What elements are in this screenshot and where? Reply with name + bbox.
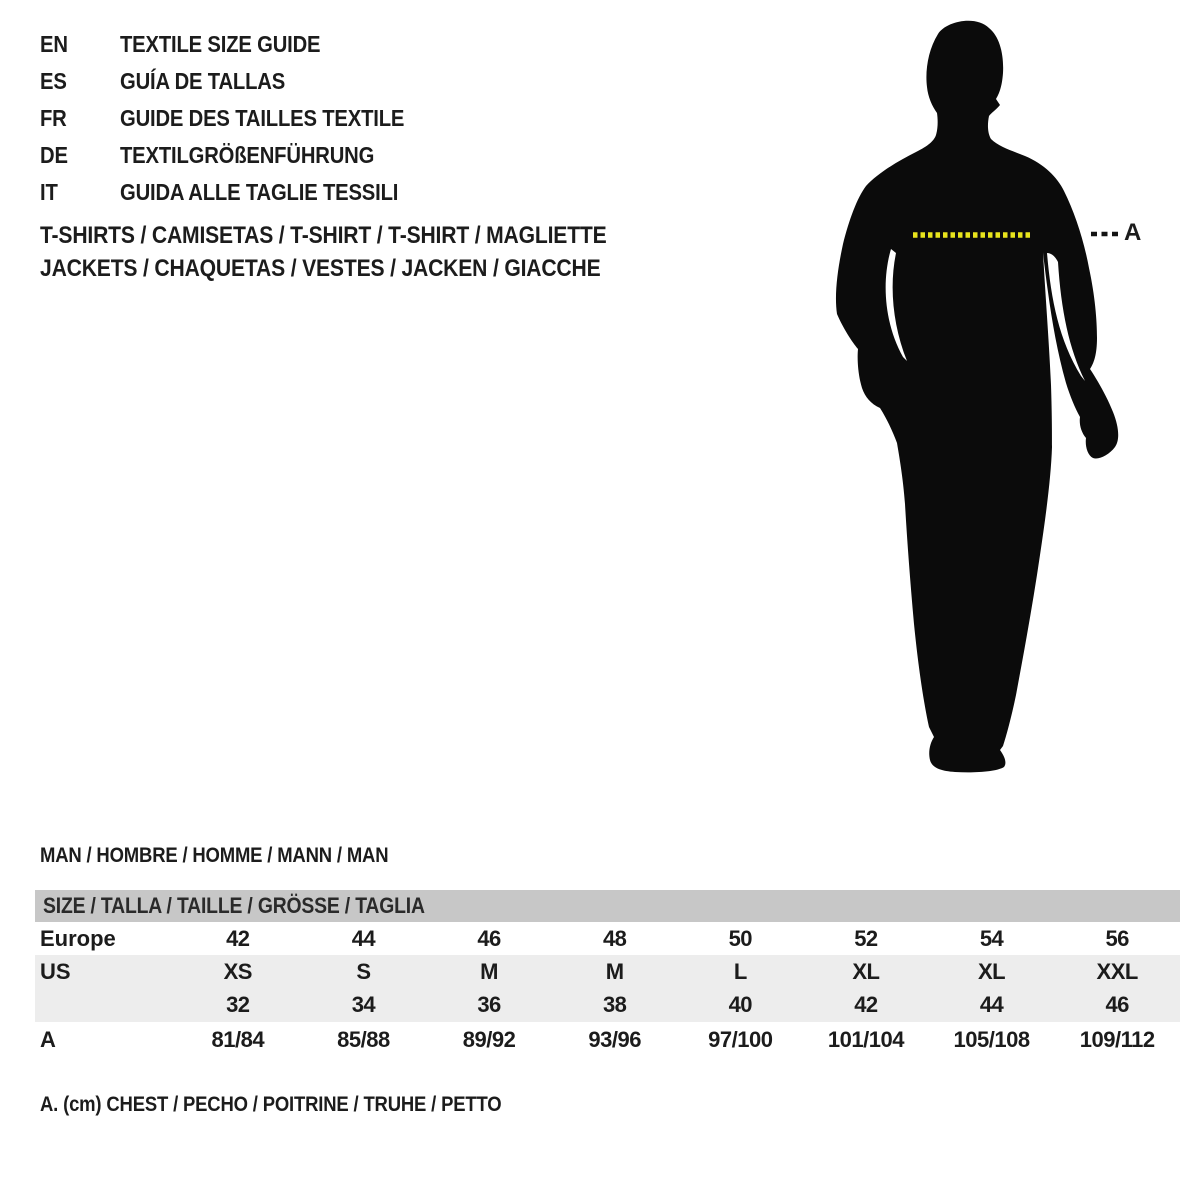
language-row [40,137,443,174]
language-code: IT [40,179,58,205]
language-code: ES [40,68,67,94]
man-silhouette [836,21,1118,773]
table-row-europe [35,922,1180,955]
table-cell: S [356,958,371,984]
table-cell: 36 [477,992,501,1017]
size-table-header-text: SIZE / TALLA / TAILLE / GRÖSSE / TAGLIA [43,893,425,918]
table-cell: 50 [728,925,753,951]
table-cell: 52 [854,925,878,951]
table-row-us [35,955,1180,988]
table-cell: 81/84 [211,1027,265,1052]
table-cell: 93/96 [588,1027,641,1052]
table-cell: 89/92 [462,1027,516,1052]
category-line-jackets: JACKETS / CHAQUETAS / VESTES / JACKEN / GIACCHE [40,255,601,282]
measurement-legend: A. (cm) CHEST / PECHO / POITRINE / TRUHE / PETTO [40,1093,502,1116]
table-cell: L [733,958,747,984]
size-table [35,890,1180,1058]
table-cell: 85/88 [337,1027,390,1052]
section-title: MAN / HOMBRE / HOMME / MANN / MAN [40,844,389,867]
language-title: TEXTILE SIZE GUIDE [120,31,321,57]
language-title: GUIDA ALLE TAGLIE TESSILI [120,179,399,205]
table-cell: 32 [226,992,250,1017]
language-row [40,26,443,63]
language-row [40,174,443,211]
shaded-band [35,955,1180,1022]
table-cell: XS [223,958,252,984]
row-label: US [40,958,71,984]
table-cell: 44 [979,992,1004,1017]
language-title: TEXTILGRÖßENFÜHRUNG [120,142,375,168]
table-cell: 48 [602,925,627,951]
table-row-chest [35,1022,1180,1058]
row-label: Europe [40,925,116,951]
table-cell: 42 [226,925,250,951]
table-cell: 109/112 [1079,1027,1155,1052]
table-cell: 105/108 [953,1027,1030,1052]
table-cell: M [605,958,624,984]
table-row-us-numeric [35,988,1180,1022]
language-code: EN [40,31,68,57]
language-title: GUÍA DE TALLAS [120,68,286,94]
man-silhouette-figure [820,10,1200,780]
size-table-header [35,890,1180,922]
language-title: GUIDE DES TAILLES TEXTILE [120,105,405,131]
table-cell: 34 [351,992,376,1017]
language-row [40,100,443,137]
table-cell: 54 [979,925,1004,951]
table-cell: 46 [1105,992,1129,1017]
table-cell: 97/100 [708,1027,773,1052]
language-legend [40,26,443,211]
category-line-tshirts: T-SHIRTS / CAMISETAS / T-SHIRT / T-SHIRT / MAGLIETTE [40,222,607,249]
language-row [40,63,443,100]
table-cell: 38 [602,992,627,1017]
table-cell: M [480,958,498,984]
row-label: A [40,1027,56,1052]
table-cell: 101/104 [827,1027,904,1052]
table-cell: XXL [1096,958,1138,984]
table-cell: 44 [351,925,376,951]
table-cell: 56 [1105,925,1129,951]
category-list [40,219,684,285]
table-cell: XL [978,958,1006,984]
chest-measure-label: A [1124,219,1142,246]
table-cell: XL [852,958,880,984]
table-cell: 42 [854,992,878,1017]
language-code: DE [40,142,68,168]
table-cell: 46 [477,925,501,951]
language-code: FR [40,105,67,131]
table-cell: 40 [728,992,753,1017]
